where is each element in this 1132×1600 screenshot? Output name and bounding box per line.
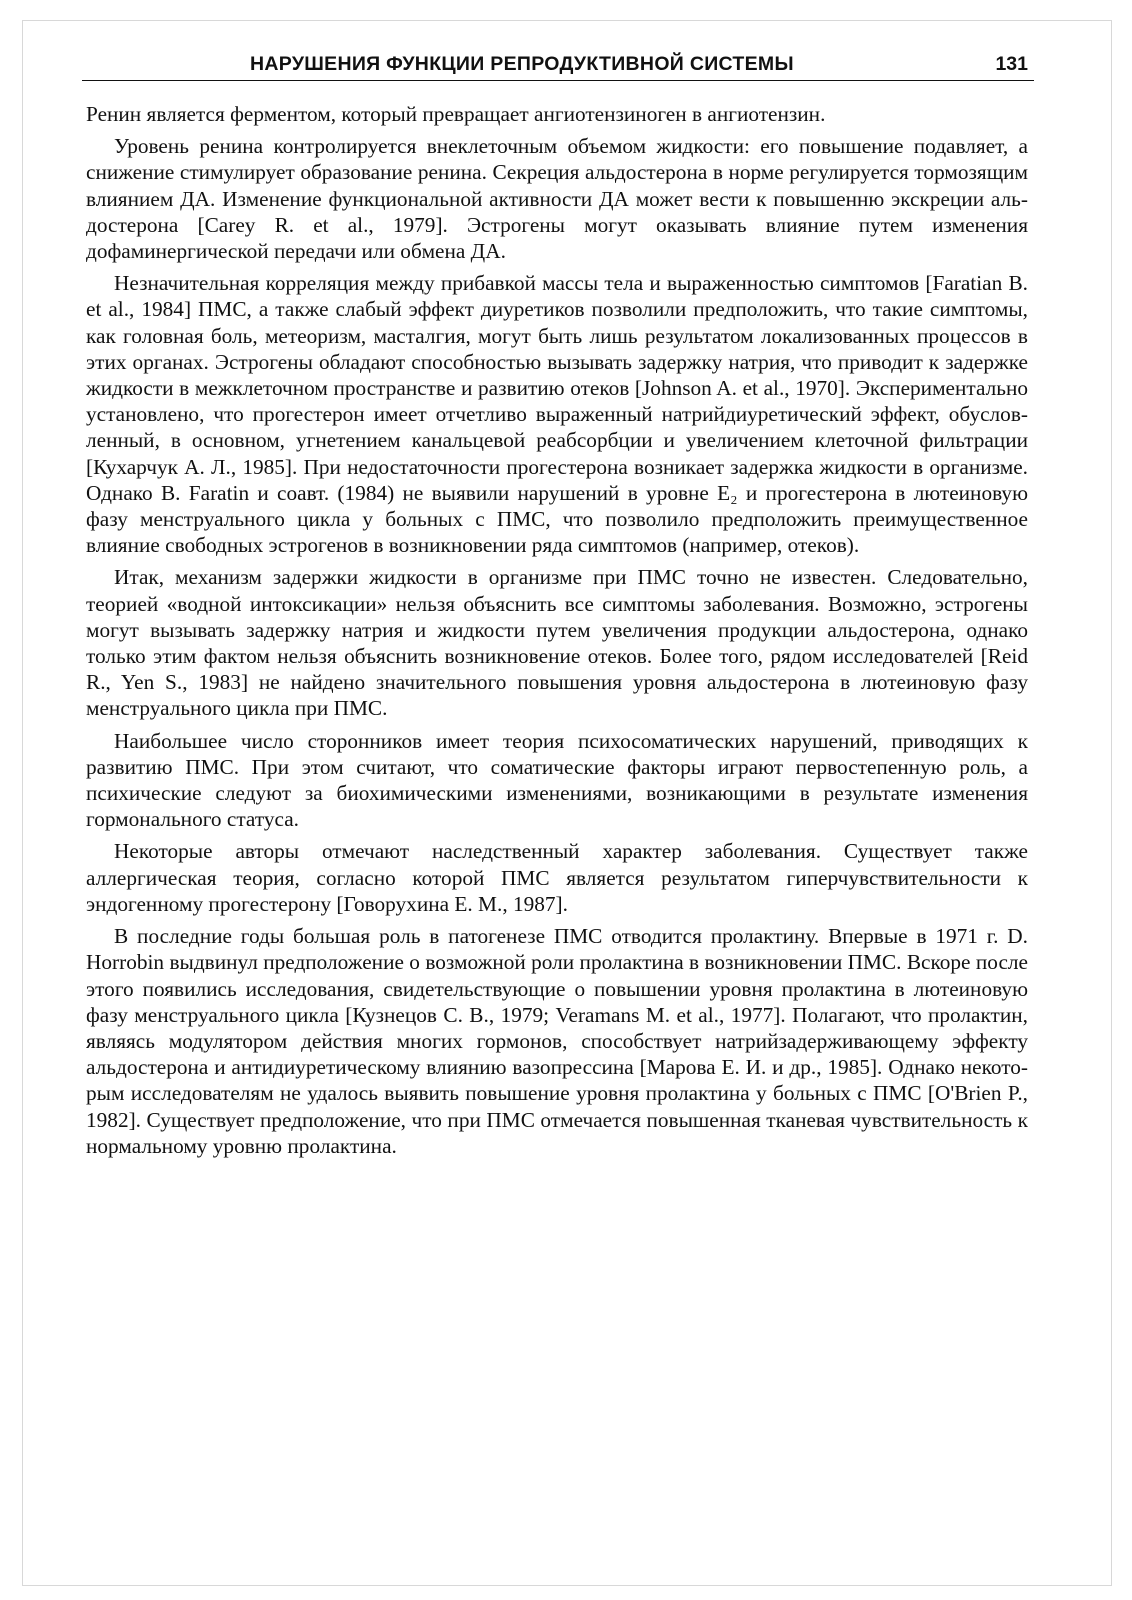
paragraph-psychosomatic: Наибольшее число сторонников имеет теория психосоматических нарушений, приводящих к развитию ПМС. При этом считают, что соматические факторы играют первостепенную роль, а психические следуют за биохимическими изменениями, возникающими в результате изменения гормонального статуса. <box>86 728 1028 832</box>
page-number: 131 <box>995 53 1028 75</box>
body-text <box>86 101 1028 1165</box>
running-title: НАРУШЕНИЯ ФУНКЦИИ РЕПРОДУКТИВНОЙ СИСТЕМЫ <box>250 53 794 75</box>
paragraph-aldosterone: Уровень ренина контролируется внеклеточным объемом жидкости: его повышение подавляет, а снижение стимулирует образование ренина. Секреция альдостерона в норме регулируется тормозящим влиянием ДА. Изменение функциональной активности ДА может вести к повышенню экскреции альдостерона [Carey R. et al., 1979]. Эстрогены могут оказывать влияние путем изменения дофаминергической передачи или обмена ДА. <box>86 134 1028 264</box>
paragraph-allergic-theory: Некоторые авторы отмечают наследственный характер заболевания. Существует также аллергическая теория, согласно которой ПМС является результатом гиперчувствительности к эндогенному прогестерону [Говорухина Е. М., 1987]. <box>86 839 1028 916</box>
paragraph-renin: Ренин является ферментом, который превращает ангиотензиноген в ангиотензин. <box>86 102 826 126</box>
running-header <box>82 50 1034 81</box>
paragraph-fluid-retention: Незначительная корреляция между прибавкой массы тела и выраженностью симптомов [Faratian B. et al., 1984] ПМС, а также слабый эффект диуретиков позволили предположить, что такие симптомы, как головная боль, метеоризм, масталгия, могут быть лишь результатом локализованных процессов в этих органах. Эстрогены обладают способностью вызывать задержку натрия, что приводит к задержке жидкости в межклеточном пространстве и развитию отеков [Johnson A. et al., 1970]. Экспериментально установлено, что прогестерон имеет отчетливо выраженный натрийдиуретический эффект, обусловленный, в основном, угнетением канальцевой реабсорбции и увеличением клеточной фильтрации [Кухарчук А. Л., 1985]. При недостаточности прогестерона возникает задержка жидкости в организме. Однако B. Faratin и соавт. (1984) не выявили нарушений в уровне E₂ и прогестерона в лютеиновую фазу менструального цикла у больных с ПМС, что позволило предположить преимущественное влияние свободных эстрогенов в возникновении ряда симптомов (например, отеков). <box>86 271 1028 558</box>
paragraph-water-intoxication: Итак, механизм задержки жидкости в организме при ПМС точно не известен. Следовательно, теорией «водной интоксикации» нельзя объяснить все симптомы заболевания. Возможно, эстрогены могут вызывать задержку натрия и жидкости путем увеличения продукции альдостерона, однако только этим фактом нельзя объяснить возникновение отеков. Более того, рядом исследователей [Reid R., Yen S., 1983] не найдено значительного повышения уровня альдостерона в лютеиновую фазу менструального цикла при ПМС. <box>86 565 1028 721</box>
paragraph-prolactin: В последние годы большая роль в патогенезе ПМС отводится пролактину. Впервые в 1971 г. D. Horrobin выдвинул предположение о возможной роли пролактина в возникновении ПМС. Вскоре после этого появились исследования, свидетельствующие о повышении уровня пролактина в лютеиновую фазу менструального цикла [Кузнецов С. В., 1979; Veramans M. et al., 1977]. Полагают, что пролактин, являясь модулятором действия многих гормонов, способствует натрийзадерживающему эффекту альдостерона и антидиуретическому влиянию вазопрессина [Марова Е. И. и др., 1985]. Однако некоторым исследователям не удалось выявить повышение уровня пролактина у больных с ПМС [O'Brien P., 1982]. Существует предположение, что при ПМС отмечается повышенная тканевая чувствительность к нормальному уровню пролактина. <box>86 924 1028 1158</box>
